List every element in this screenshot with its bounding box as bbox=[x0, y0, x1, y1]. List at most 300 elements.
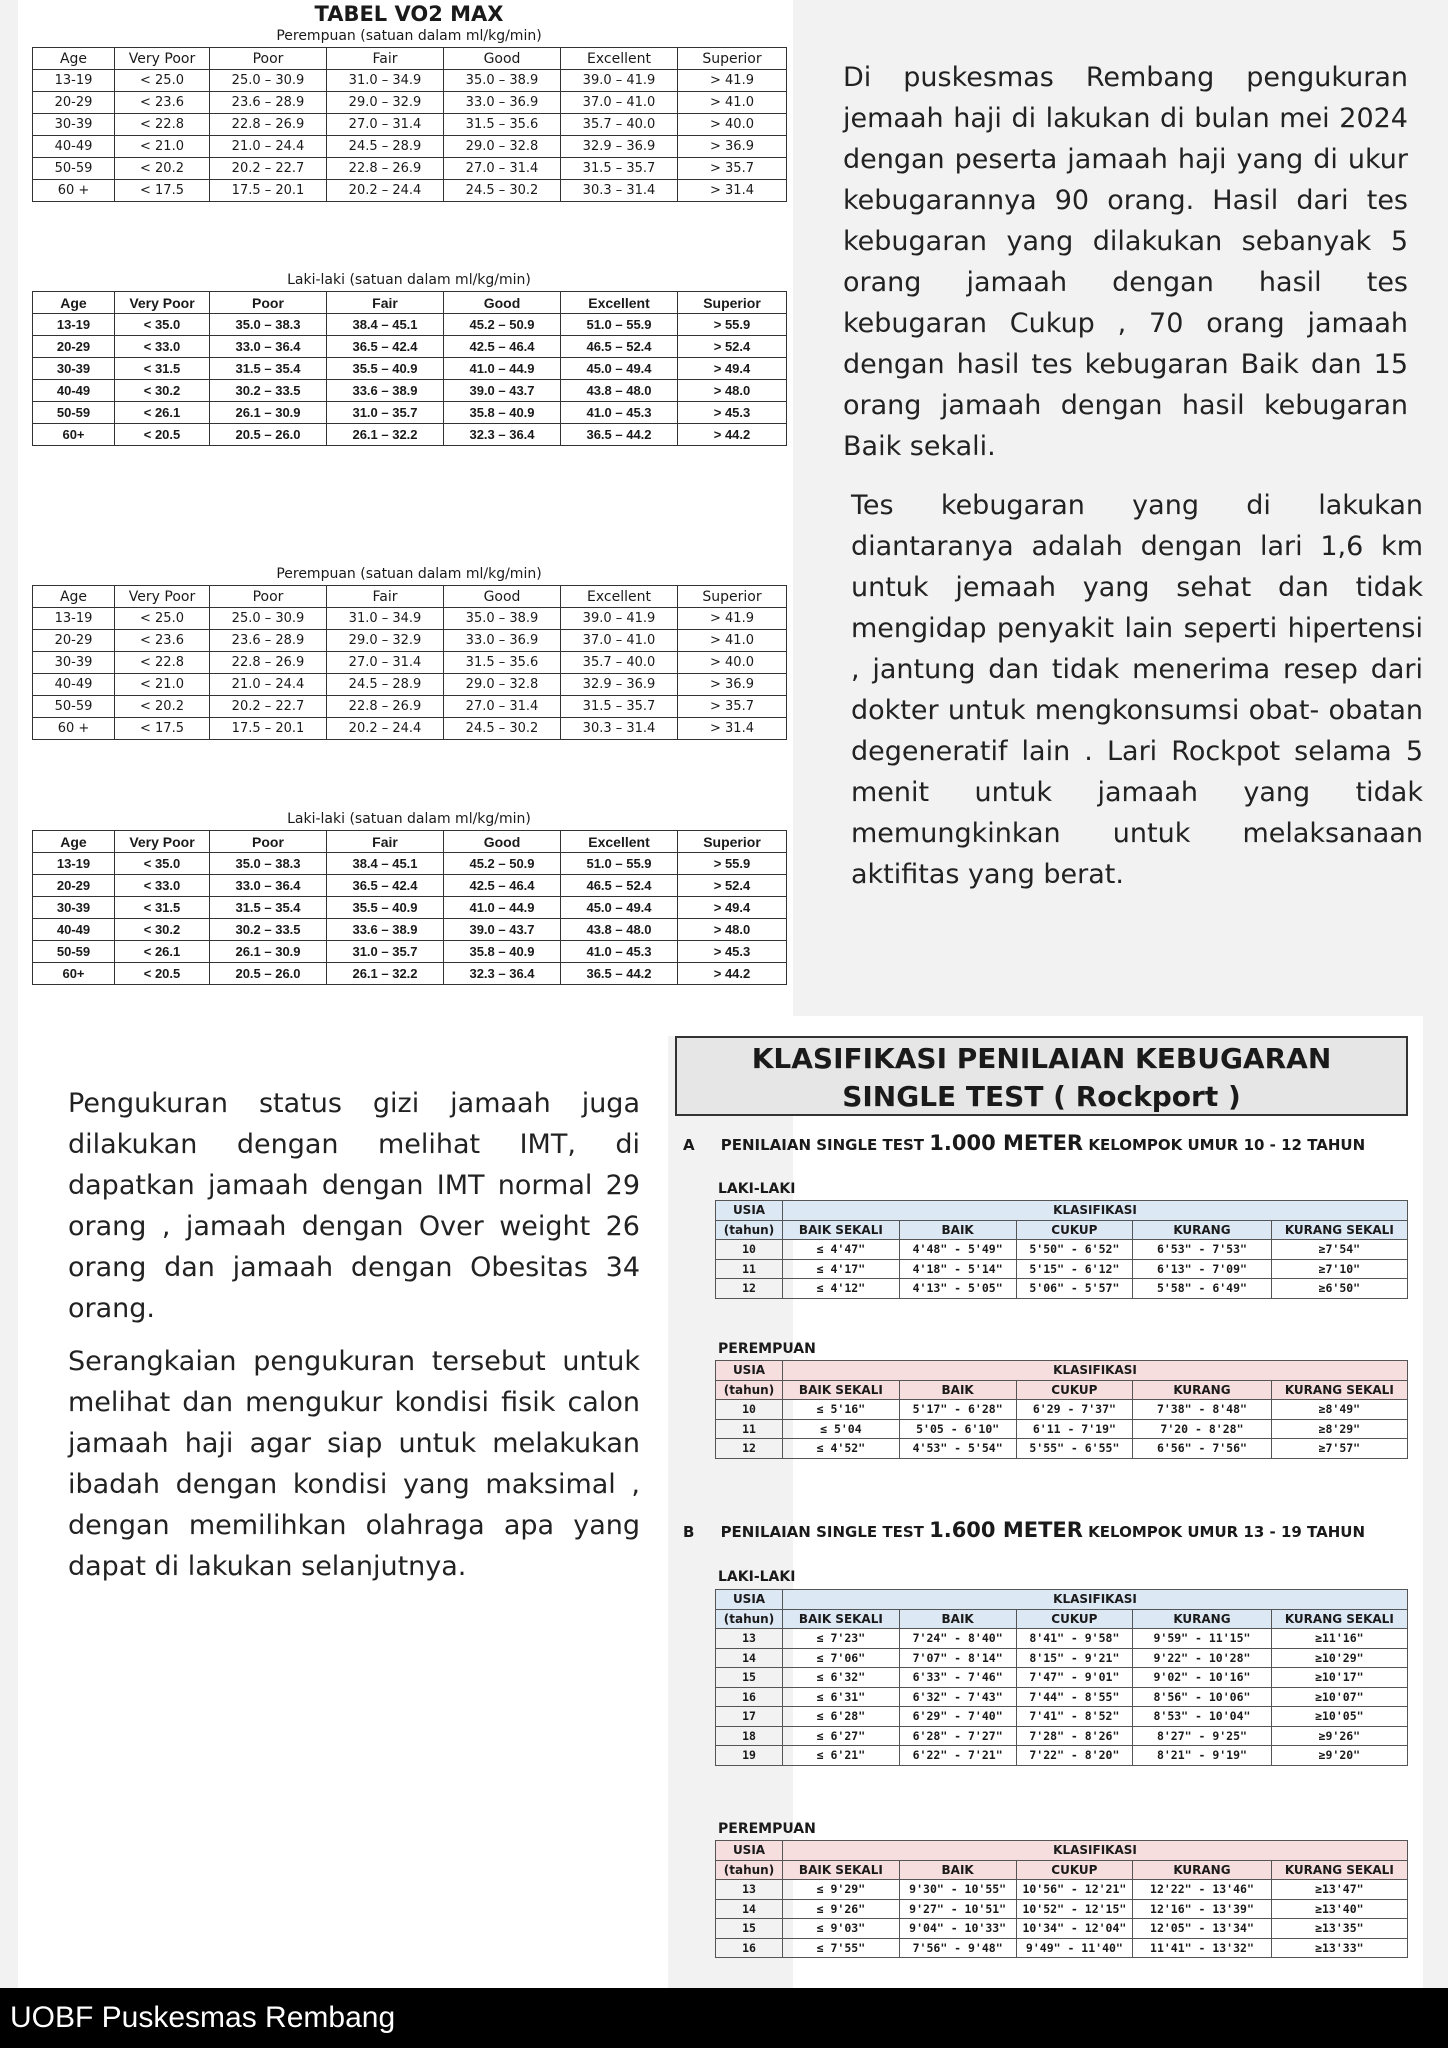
section-a-distance: 1.000 METER bbox=[929, 1131, 1084, 1155]
value-cell: < 35.0 bbox=[115, 314, 210, 336]
value-cell: > 48.0 bbox=[678, 380, 787, 402]
value-cell: > 41.9 bbox=[678, 608, 787, 630]
vo2-block-2 bbox=[32, 272, 786, 446]
value-cell: 51.0 – 55.9 bbox=[561, 853, 678, 875]
value-cell: 43.8 – 48.0 bbox=[561, 919, 678, 941]
class-header-0: BAIK SEKALI bbox=[783, 1609, 900, 1629]
value-cell: 22.8 – 26.9 bbox=[210, 114, 327, 136]
value-cell: 30.2 – 33.5 bbox=[210, 380, 327, 402]
value-cell: 32.3 – 36.4 bbox=[444, 963, 561, 985]
value-cell: 17.5 – 20.1 bbox=[210, 180, 327, 202]
table-row bbox=[33, 92, 787, 114]
value-cell: 29.0 – 32.8 bbox=[444, 136, 561, 158]
vo2-table-women-1 bbox=[32, 47, 787, 202]
value-cell: < 21.0 bbox=[115, 674, 210, 696]
time-cell: 7'47" - 9'01" bbox=[1016, 1668, 1133, 1688]
table-row bbox=[33, 136, 787, 158]
age-cell: 30-39 bbox=[33, 358, 115, 380]
value-cell: 26.1 – 32.2 bbox=[327, 424, 444, 446]
value-cell: 35.0 – 38.3 bbox=[210, 314, 327, 336]
klasifikasi-title-line1: KLASIFIKASI PENILAIAN KEBUGARAN bbox=[751, 1042, 1332, 1075]
value-cell: < 26.1 bbox=[115, 402, 210, 424]
value-cell: 33.0 – 36.9 bbox=[444, 92, 561, 114]
table-row bbox=[33, 652, 787, 674]
time-cell: 5'05 - 6'10" bbox=[899, 1419, 1016, 1439]
usia-header: USIA bbox=[716, 1841, 783, 1861]
age-cell: 15 bbox=[716, 1668, 783, 1688]
time-cell: 12'16" - 13'39" bbox=[1133, 1899, 1271, 1919]
value-cell: < 33.0 bbox=[115, 336, 210, 358]
time-cell: 6'28" - 7'27" bbox=[899, 1726, 1016, 1746]
time-cell: ≤ 4'52" bbox=[783, 1439, 900, 1459]
value-cell: 45.0 – 49.4 bbox=[561, 358, 678, 380]
table-row bbox=[33, 963, 787, 985]
vo2-header-0: Age bbox=[33, 586, 115, 608]
table-row bbox=[33, 424, 787, 446]
table-row bbox=[33, 897, 787, 919]
paragraph-results: Di puskesmas Rembang pengukuran jemaah haji di lakukan di bulan mei 2024 dengan peserta jamaah haji yang di ukur kebugarannya 90 orang. Hasil dari tes kebugaran yang dilakukan sebanyak 5 orang jamaah dengan hasil tes kebugaran Cukup , 70 orang jamaah dengan hasil tes kebugaran Baik dan 15 orang jamaah dengan hasil kebugaran Baik sekali. bbox=[843, 62, 1408, 462]
time-cell: 8'56" - 10'06" bbox=[1133, 1687, 1271, 1707]
value-cell: 36.5 – 44.2 bbox=[561, 424, 678, 446]
time-cell: 4'13" - 5'05" bbox=[899, 1279, 1016, 1299]
section-a-letter: A bbox=[683, 1136, 695, 1154]
age-cell: 14 bbox=[716, 1899, 783, 1919]
time-cell: 6'53" - 7'53" bbox=[1133, 1240, 1271, 1260]
vo2-women-title-2: Perempuan (satuan dalam ml/kg/min) bbox=[276, 566, 542, 582]
value-cell: 23.6 – 28.9 bbox=[210, 92, 327, 114]
age-cell: 60+ bbox=[33, 424, 115, 446]
value-cell: 17.5 – 20.1 bbox=[210, 718, 327, 740]
klasifikasi-header: KLASIFIKASI bbox=[783, 1590, 1408, 1610]
table-row bbox=[33, 158, 787, 180]
vo2-header-6: Superior bbox=[678, 292, 787, 314]
time-cell: 6'29" - 7'40" bbox=[899, 1707, 1016, 1727]
tahun-header: (tahun) bbox=[716, 1220, 783, 1240]
value-cell: 41.0 – 45.3 bbox=[561, 941, 678, 963]
time-cell: 4'48" - 5'49" bbox=[899, 1240, 1016, 1260]
value-cell: 46.5 – 52.4 bbox=[561, 336, 678, 358]
value-cell: 37.0 – 41.0 bbox=[561, 92, 678, 114]
time-cell: ≤ 7'55" bbox=[783, 1938, 900, 1958]
value-cell: 20.2 – 22.7 bbox=[210, 696, 327, 718]
age-cell: 11 bbox=[716, 1419, 783, 1439]
value-cell: > 55.9 bbox=[678, 314, 787, 336]
age-cell: 16 bbox=[716, 1938, 783, 1958]
age-cell: 20-29 bbox=[33, 336, 115, 358]
value-cell: 29.0 – 32.9 bbox=[327, 630, 444, 652]
age-cell: 16 bbox=[716, 1687, 783, 1707]
value-cell: 31.5 – 35.4 bbox=[210, 358, 327, 380]
value-cell: 21.0 – 24.4 bbox=[210, 136, 327, 158]
time-cell: 10'52" - 12'15" bbox=[1016, 1899, 1133, 1919]
vo2-header-3: Fair bbox=[327, 48, 444, 70]
class-header-4: KURANG SEKALI bbox=[1271, 1860, 1407, 1880]
vo2-header-5: Excellent bbox=[561, 292, 678, 314]
time-cell: 8'53" - 10'04" bbox=[1133, 1707, 1271, 1727]
value-cell: 24.5 – 30.2 bbox=[444, 718, 561, 740]
time-cell: ≥6'50" bbox=[1271, 1279, 1407, 1299]
table-row bbox=[33, 70, 787, 92]
value-cell: 32.3 – 36.4 bbox=[444, 424, 561, 446]
value-cell: 24.5 – 30.2 bbox=[444, 180, 561, 202]
value-cell: < 25.0 bbox=[115, 608, 210, 630]
value-cell: 38.4 – 45.1 bbox=[327, 314, 444, 336]
time-cell: 7'22" - 8'20" bbox=[1016, 1746, 1133, 1766]
klasifikasi-header: KLASIFIKASI bbox=[783, 1201, 1408, 1221]
time-cell: ≤ 4'17" bbox=[783, 1259, 900, 1279]
klasifikasi-title-line2: SINGLE TEST ( Rockport ) bbox=[842, 1080, 1241, 1113]
table-row bbox=[716, 1938, 1408, 1958]
time-cell: 10'34" - 12'04" bbox=[1016, 1919, 1133, 1939]
age-cell: 40-49 bbox=[33, 674, 115, 696]
value-cell: 27.0 – 31.4 bbox=[444, 696, 561, 718]
age-cell: 60 + bbox=[33, 180, 115, 202]
vo2-header-5: Excellent bbox=[561, 48, 678, 70]
klasifikasi-header: KLASIFIKASI bbox=[783, 1361, 1408, 1381]
time-cell: ≤ 6'28" bbox=[783, 1707, 900, 1727]
value-cell: < 25.0 bbox=[115, 70, 210, 92]
class-header-2: CUKUP bbox=[1016, 1220, 1133, 1240]
vo2-block-4 bbox=[32, 811, 786, 985]
vo2-header-6: Superior bbox=[678, 831, 787, 853]
value-cell: 39.0 – 41.9 bbox=[561, 70, 678, 92]
time-cell: ≥10'07" bbox=[1271, 1687, 1407, 1707]
section-a-pre: PENILAIAN SINGLE TEST bbox=[720, 1136, 925, 1154]
time-cell: 5'58" - 6'49" bbox=[1133, 1279, 1271, 1299]
time-cell: 9'27" - 10'51" bbox=[899, 1899, 1016, 1919]
class-header-3: KURANG bbox=[1133, 1220, 1271, 1240]
value-cell: < 30.2 bbox=[115, 919, 210, 941]
value-cell: 43.8 – 48.0 bbox=[561, 380, 678, 402]
time-cell: 7'44" - 8'55" bbox=[1016, 1687, 1133, 1707]
value-cell: < 17.5 bbox=[115, 180, 210, 202]
value-cell: 35.7 – 40.0 bbox=[561, 114, 678, 136]
time-cell: ≥7'57" bbox=[1271, 1439, 1407, 1459]
age-cell: 15 bbox=[716, 1919, 783, 1939]
age-cell: 19 bbox=[716, 1746, 783, 1766]
vo2-header-0: Age bbox=[33, 292, 115, 314]
value-cell: 20.5 – 26.0 bbox=[210, 963, 327, 985]
time-cell: ≤ 4'12" bbox=[783, 1279, 900, 1299]
table-row bbox=[33, 608, 787, 630]
value-cell: > 45.3 bbox=[678, 402, 787, 424]
value-cell: 31.0 – 35.7 bbox=[327, 402, 444, 424]
value-cell: 45.2 – 50.9 bbox=[444, 314, 561, 336]
time-cell: ≥9'26" bbox=[1271, 1726, 1407, 1746]
value-cell: < 17.5 bbox=[115, 718, 210, 740]
time-cell: 7'38" - 8'48" bbox=[1133, 1400, 1271, 1420]
value-cell: < 23.6 bbox=[115, 630, 210, 652]
vo2-header-5: Excellent bbox=[561, 586, 678, 608]
class-header-1: BAIK bbox=[899, 1609, 1016, 1629]
table-row bbox=[716, 1880, 1408, 1900]
age-cell: 17 bbox=[716, 1707, 783, 1727]
value-cell: < 20.2 bbox=[115, 696, 210, 718]
tahun-header: (tahun) bbox=[716, 1609, 783, 1629]
value-cell: 39.0 – 43.7 bbox=[444, 919, 561, 941]
time-cell: ≥13'33" bbox=[1271, 1938, 1407, 1958]
value-cell: 26.1 – 30.9 bbox=[210, 402, 327, 424]
value-cell: 39.0 – 43.7 bbox=[444, 380, 561, 402]
table-row bbox=[33, 696, 787, 718]
value-cell: 20.2 – 22.7 bbox=[210, 158, 327, 180]
time-cell: 9'22" - 10'28" bbox=[1133, 1648, 1271, 1668]
table-row bbox=[33, 718, 787, 740]
table-row bbox=[716, 1687, 1408, 1707]
time-cell: 6'32" - 7'43" bbox=[899, 1687, 1016, 1707]
age-cell: 30-39 bbox=[33, 114, 115, 136]
value-cell: > 52.4 bbox=[678, 875, 787, 897]
time-cell: ≤ 7'06" bbox=[783, 1648, 900, 1668]
time-cell: ≥10'05" bbox=[1271, 1707, 1407, 1727]
vo2-block-1 bbox=[32, 2, 786, 202]
value-cell: 21.0 – 24.4 bbox=[210, 674, 327, 696]
value-cell: 35.5 – 40.9 bbox=[327, 358, 444, 380]
value-cell: 25.0 – 30.9 bbox=[210, 608, 327, 630]
table-row bbox=[33, 875, 787, 897]
value-cell: 45.2 – 50.9 bbox=[444, 853, 561, 875]
class-header-0: BAIK SEKALI bbox=[783, 1380, 900, 1400]
vo2-women-title: Perempuan (satuan dalam ml/kg/min) bbox=[276, 28, 542, 44]
vo2-men-title: Laki-laki (satuan dalam ml/kg/min) bbox=[287, 272, 531, 288]
time-cell: 7'20 - 8'28" bbox=[1133, 1419, 1271, 1439]
value-cell: < 20.5 bbox=[115, 963, 210, 985]
time-cell: ≥9'20" bbox=[1271, 1746, 1407, 1766]
age-cell: 60 + bbox=[33, 718, 115, 740]
value-cell: 46.5 – 52.4 bbox=[561, 875, 678, 897]
time-cell: 6'13" - 7'09" bbox=[1133, 1259, 1271, 1279]
class-header-2: CUKUP bbox=[1016, 1609, 1133, 1629]
vo2-header-4: Good bbox=[444, 292, 561, 314]
value-cell: 42.5 – 46.4 bbox=[444, 336, 561, 358]
age-cell: 50-59 bbox=[33, 402, 115, 424]
time-cell: 9'59" - 11'15" bbox=[1133, 1629, 1271, 1649]
table-row bbox=[716, 1726, 1408, 1746]
vo2-table-men-1 bbox=[32, 291, 787, 446]
time-cell: 9'02" - 10'16" bbox=[1133, 1668, 1271, 1688]
table-row bbox=[33, 402, 787, 424]
time-cell: ≥11'16" bbox=[1271, 1629, 1407, 1649]
table-row bbox=[33, 853, 787, 875]
vo2-header-3: Fair bbox=[327, 831, 444, 853]
tahun-header: (tahun) bbox=[716, 1380, 783, 1400]
time-cell: 7'24" - 8'40" bbox=[899, 1629, 1016, 1649]
value-cell: 33.6 – 38.9 bbox=[327, 919, 444, 941]
value-cell: 23.6 – 28.9 bbox=[210, 630, 327, 652]
table-row bbox=[716, 1668, 1408, 1688]
footer-bar bbox=[0, 1988, 1448, 2048]
time-cell: ≥13'35" bbox=[1271, 1919, 1407, 1939]
time-cell: ≤ 5'04 bbox=[783, 1419, 900, 1439]
time-cell: 12'22" - 13'46" bbox=[1133, 1880, 1271, 1900]
time-cell: ≤ 6'32" bbox=[783, 1668, 900, 1688]
vo2-header-0: Age bbox=[33, 831, 115, 853]
value-cell: > 40.0 bbox=[678, 652, 787, 674]
class-header-4: KURANG SEKALI bbox=[1271, 1220, 1407, 1240]
age-cell: 20-29 bbox=[33, 875, 115, 897]
value-cell: > 41.0 bbox=[678, 92, 787, 114]
table-row bbox=[33, 180, 787, 202]
class-header-2: CUKUP bbox=[1016, 1380, 1133, 1400]
class-header-2: CUKUP bbox=[1016, 1860, 1133, 1880]
value-cell: 24.5 – 28.9 bbox=[327, 136, 444, 158]
class-header-4: KURANG SEKALI bbox=[1271, 1380, 1407, 1400]
value-cell: 20.5 – 26.0 bbox=[210, 424, 327, 446]
value-cell: > 44.2 bbox=[678, 963, 787, 985]
time-cell: 6'56" - 7'56" bbox=[1133, 1439, 1271, 1459]
value-cell: 41.0 – 45.3 bbox=[561, 402, 678, 424]
time-cell: 7'07" - 8'14" bbox=[899, 1648, 1016, 1668]
table-row bbox=[33, 358, 787, 380]
section-a-heading bbox=[683, 1131, 1365, 1155]
klasifikasi-header: KLASIFIKASI bbox=[783, 1841, 1408, 1861]
value-cell: < 21.0 bbox=[115, 136, 210, 158]
age-cell: 13-19 bbox=[33, 853, 115, 875]
table-row bbox=[716, 1707, 1408, 1727]
class-header-0: BAIK SEKALI bbox=[783, 1860, 900, 1880]
value-cell: > 31.4 bbox=[678, 718, 787, 740]
time-cell: 6'29 - 7'37" bbox=[1016, 1400, 1133, 1420]
value-cell: 22.8 – 26.9 bbox=[327, 696, 444, 718]
section-b-pre: PENILAIAN SINGLE TEST bbox=[720, 1523, 924, 1541]
tahun-header: (tahun) bbox=[716, 1860, 783, 1880]
vo2-header-1: Very Poor bbox=[115, 586, 210, 608]
value-cell: 27.0 – 31.4 bbox=[444, 158, 561, 180]
class-header-0: BAIK SEKALI bbox=[783, 1220, 900, 1240]
time-cell: ≤ 7'23" bbox=[783, 1629, 900, 1649]
value-cell: 26.1 – 30.9 bbox=[210, 941, 327, 963]
value-cell: 26.1 – 32.2 bbox=[327, 963, 444, 985]
age-cell: 30-39 bbox=[33, 897, 115, 919]
value-cell: 20.2 – 24.4 bbox=[327, 718, 444, 740]
value-cell: 35.8 – 40.9 bbox=[444, 402, 561, 424]
vo2-header-4: Good bbox=[444, 48, 561, 70]
age-cell: 50-59 bbox=[33, 158, 115, 180]
table-a-girls bbox=[715, 1360, 1408, 1459]
time-cell: 4'18" - 5'14" bbox=[899, 1259, 1016, 1279]
table-row bbox=[716, 1648, 1408, 1668]
value-cell: 31.0 – 35.7 bbox=[327, 941, 444, 963]
value-cell: < 26.1 bbox=[115, 941, 210, 963]
value-cell: < 20.5 bbox=[115, 424, 210, 446]
table-row bbox=[716, 1899, 1408, 1919]
table-row bbox=[716, 1419, 1408, 1439]
age-cell: 13-19 bbox=[33, 314, 115, 336]
value-cell: 33.0 – 36.4 bbox=[210, 875, 327, 897]
value-cell: 38.4 – 45.1 bbox=[327, 853, 444, 875]
value-cell: > 36.9 bbox=[678, 674, 787, 696]
age-cell: 13-19 bbox=[33, 70, 115, 92]
usia-header: USIA bbox=[716, 1590, 783, 1610]
value-cell: 31.5 – 35.7 bbox=[561, 696, 678, 718]
value-cell: 51.0 – 55.9 bbox=[561, 314, 678, 336]
time-cell: 7'56" - 9'48" bbox=[899, 1938, 1016, 1958]
age-cell: 10 bbox=[716, 1240, 783, 1260]
time-cell: ≤ 5'16" bbox=[783, 1400, 900, 1420]
value-cell: 29.0 – 32.8 bbox=[444, 674, 561, 696]
age-cell: 12 bbox=[716, 1279, 783, 1299]
time-cell: 11'41" - 13'32" bbox=[1133, 1938, 1271, 1958]
class-header-1: BAIK bbox=[899, 1380, 1016, 1400]
age-cell: 13-19 bbox=[33, 608, 115, 630]
class-header-1: BAIK bbox=[899, 1860, 1016, 1880]
vo2-header-3: Fair bbox=[327, 292, 444, 314]
time-cell: 9'49" - 11'40" bbox=[1016, 1938, 1133, 1958]
value-cell: 35.0 – 38.9 bbox=[444, 70, 561, 92]
value-cell: 31.5 – 35.7 bbox=[561, 158, 678, 180]
value-cell: > 48.0 bbox=[678, 919, 787, 941]
value-cell: 41.0 – 44.9 bbox=[444, 358, 561, 380]
value-cell: < 22.8 bbox=[115, 652, 210, 674]
time-cell: 8'21" - 9'19" bbox=[1133, 1746, 1271, 1766]
section-b-distance: 1.600 METER bbox=[929, 1518, 1083, 1542]
section-b-boys-label: LAKI-LAKI bbox=[718, 1569, 796, 1585]
time-cell: ≥7'10" bbox=[1271, 1259, 1407, 1279]
time-cell: ≤ 9'03" bbox=[783, 1919, 900, 1939]
section-b-letter: B bbox=[683, 1523, 695, 1541]
klasifikasi-title-box bbox=[675, 1036, 1408, 1116]
time-cell: ≤ 6'27" bbox=[783, 1726, 900, 1746]
vo2-header-6: Superior bbox=[678, 586, 787, 608]
value-cell: 33.0 – 36.4 bbox=[210, 336, 327, 358]
vo2-header-1: Very Poor bbox=[115, 48, 210, 70]
value-cell: > 31.4 bbox=[678, 180, 787, 202]
value-cell: < 30.2 bbox=[115, 380, 210, 402]
vo2-table-women-2 bbox=[32, 585, 787, 740]
value-cell: > 41.0 bbox=[678, 630, 787, 652]
section-a-boys-label: LAKI-LAKI bbox=[718, 1181, 796, 1197]
vo2-header-4: Good bbox=[444, 831, 561, 853]
age-cell: 11 bbox=[716, 1259, 783, 1279]
vo2-men-title-2: Laki-laki (satuan dalam ml/kg/min) bbox=[287, 811, 531, 827]
value-cell: 41.0 – 44.9 bbox=[444, 897, 561, 919]
time-cell: 5'06" - 5'57" bbox=[1016, 1279, 1133, 1299]
vo2-header-6: Superior bbox=[678, 48, 787, 70]
value-cell: 31.5 – 35.4 bbox=[210, 897, 327, 919]
value-cell: > 44.2 bbox=[678, 424, 787, 446]
table-row bbox=[716, 1279, 1408, 1299]
value-cell: 35.7 – 40.0 bbox=[561, 652, 678, 674]
value-cell: > 49.4 bbox=[678, 897, 787, 919]
vo2-block-3 bbox=[32, 566, 786, 740]
value-cell: 37.0 – 41.0 bbox=[561, 630, 678, 652]
time-cell: 12'05" - 13'34" bbox=[1133, 1919, 1271, 1939]
section-b-heading bbox=[683, 1518, 1365, 1542]
value-cell: 31.5 – 35.6 bbox=[444, 652, 561, 674]
time-cell: 5'17" - 6'28" bbox=[899, 1400, 1016, 1420]
value-cell: > 40.0 bbox=[678, 114, 787, 136]
value-cell: 36.5 – 42.4 bbox=[327, 875, 444, 897]
class-header-3: KURANG bbox=[1133, 1860, 1271, 1880]
value-cell: < 31.5 bbox=[115, 358, 210, 380]
table-b-girls bbox=[715, 1840, 1408, 1958]
value-cell: 39.0 – 41.9 bbox=[561, 608, 678, 630]
table-row bbox=[716, 1259, 1408, 1279]
value-cell: 36.5 – 42.4 bbox=[327, 336, 444, 358]
value-cell: 31.0 – 34.9 bbox=[327, 70, 444, 92]
table-row bbox=[33, 336, 787, 358]
table-b-boys bbox=[715, 1589, 1408, 1766]
value-cell: 32.9 – 36.9 bbox=[561, 674, 678, 696]
value-cell: 22.8 – 26.9 bbox=[210, 652, 327, 674]
paragraph-tests: Tes kebugaran yang di lakukan diantaranya adalah dengan lari 1,6 km untuk jemaah yang sehat dan tidak mengidap penyakit lain seperti hipertensi , jantung dan tidak menerima resep dari dokter untuk mengkonsumsi obat- obatan degeneratif lain . Lari Rockpot selama 5 menit untuk jamaah yang tidak memungkinkan untuk melaksanaan aktifitas yang berat. bbox=[851, 490, 1423, 890]
table-a-boys bbox=[715, 1200, 1408, 1299]
time-cell: 4'53" - 5'54" bbox=[899, 1439, 1016, 1459]
time-cell: ≥8'29" bbox=[1271, 1419, 1407, 1439]
age-cell: 13 bbox=[716, 1880, 783, 1900]
value-cell: 35.0 – 38.9 bbox=[444, 608, 561, 630]
time-cell: 8'15" - 9'21" bbox=[1016, 1648, 1133, 1668]
